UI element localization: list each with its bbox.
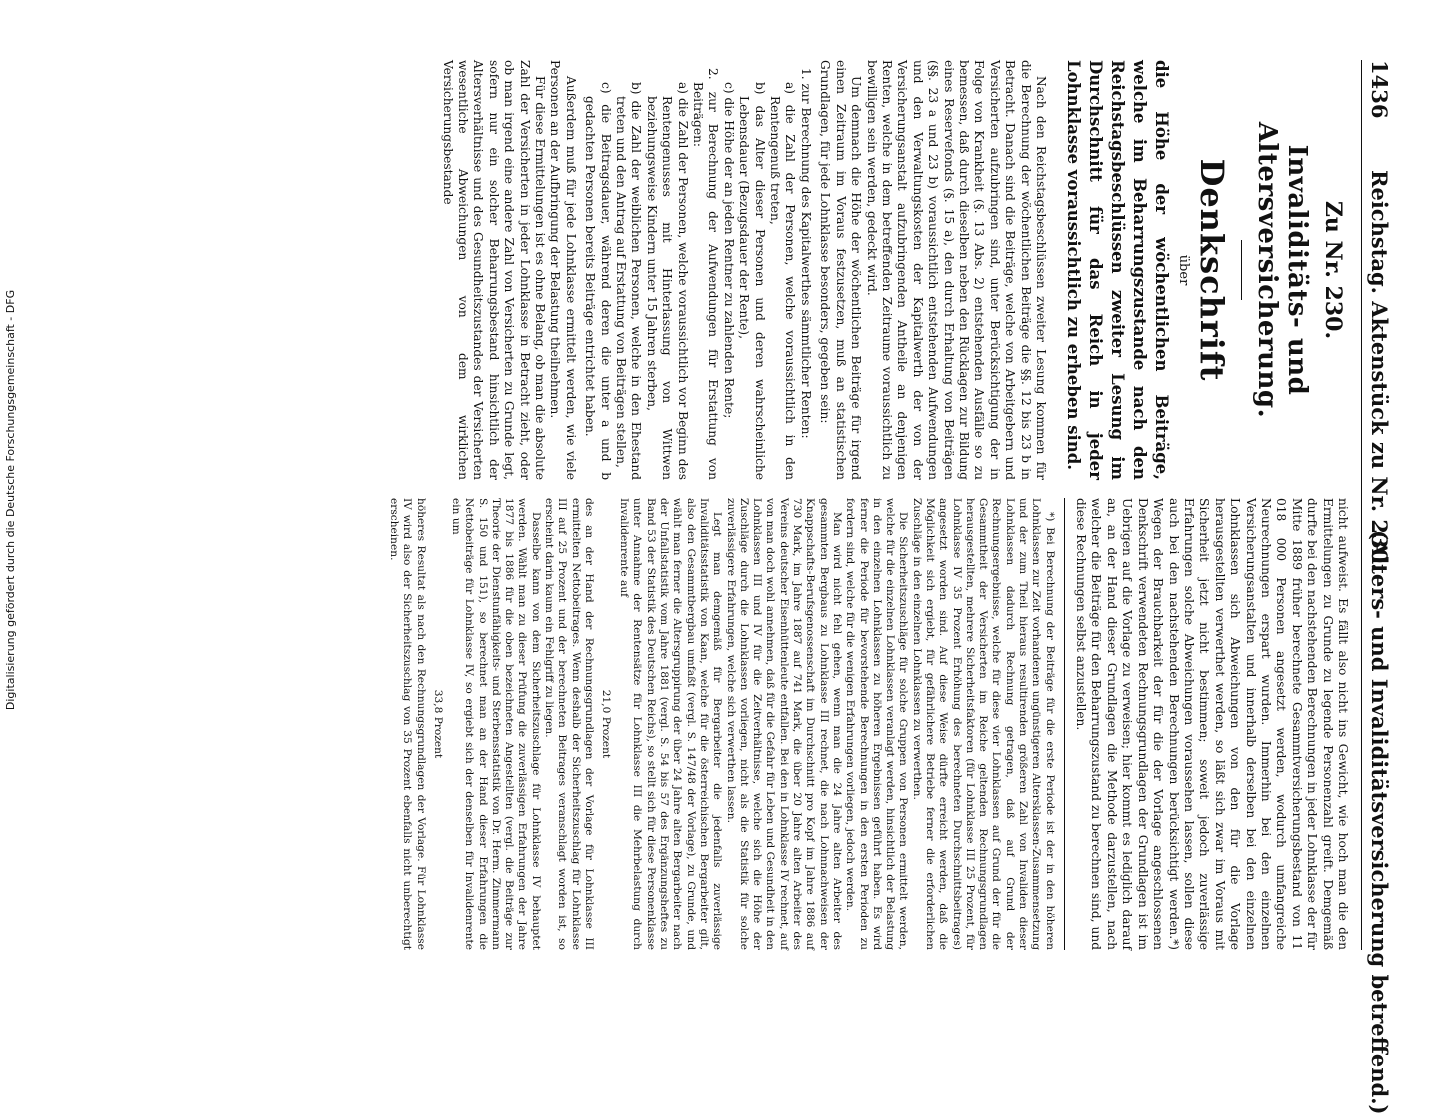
list-item: a) die Zahl der Personen, welche voraussichtlich vor Beginn des Rentengenusses mit Hinterlassung von Wittwen beziehungsweise Kindern unter 15 Jahren sterben, [644,82,690,480]
list-item: a) die Zahl der Personen, welche voraussichtlich in den Rentengenuß treten, [768,82,798,480]
requirements-list [582,60,813,480]
footnote-paragraph: Legt man demgemäß für Bergarbeiter die jedenfalls zuverlässige Invaliditätsstatistik von Kaan, welche für die österreichischen Bergarbeiter gilt, also den Gesammtbergbau umfaßt (vergl. S. 147/48 der Vorlage), zu Grunde, und wählt man ferner die Altersgruppirung der über 24 Jahre alten Bergarbeiter nach der Unfallstatistik vom Jahre 1881 (vergl. S. 54 bis 57 des Ergänzungsheftes zu Band 53 der Statistik des Deutschen Reichs), so stellt sich für diese Personenklasse unter Annahme der Rentensätze für Lohnklasse III die Mehrbelastung durch Invalidenrente auf [618,498,724,950]
memorandum-title: Denkschrift [1193,158,1231,382]
body-paragraph: Um demnach die Höhe der wöchentlichen Beiträge für irgend einen Zeitraum im Voraus festzusetzen, muß an statistischen Grundlagen, für jede Lohnklasse besonders, gegeben sein: [818,60,864,480]
digitization-note: Digitalisierung gefördert durch die Deutsche Forschungsgemeinschaft - DFG [4,289,17,711]
footnote-paragraph: Die Sicherheitszuschläge für solche Gruppen von Personen ermittelt werden, welche für die einzelnen Lohnklassen veranlagt werden, hinsichtlich der Belastung in den einzelnen Lohnklassen zu höheren Ergebnissen geführt haben. Es wird ferner die Periode für bevorstehende Berechnungen in den ersten Perioden zu fordern sind, welche für die wenigen Erfahrungen vorliegen, jedoch werden. [844,498,910,950]
page-number: 1436 [1367,60,1392,119]
list-item: 1. zur Berechnung des Kapitalwerthes sämmtlicher Renten: [798,68,813,439]
law-title: Invaliditäts- und Altersversicherung. [1252,121,1312,419]
list-item: c) die Höhe der an jeden Rentner zu zahlenden Rente; [721,82,736,419]
percentage-value: 21,0 Prozent [599,689,612,759]
page-header [1361,60,1396,1114]
memorandum-subject: die Höhe der wöchentlichen Beiträge, welche im Beharrungszustande nach den Reichstagsbeschlüssen zweiter Lesung im Durchschnitt für das Reich in jeder Lohnklasse voraussichtlich zu erheben sind. [1064,60,1171,480]
list-item: c) die Beitragsdauer, während deren die unter a und b gedachten Personen bereits Beiträge entrichtet haben. [583,82,613,480]
list-item: b) das Alter dieser Personen und deren wahrscheinliche Lebensdauer (Bezugsdauer der Rente), [737,82,767,480]
right-column [30,498,1350,950]
list-item: b) die Zahl der weiblichen Personen, welche in den Ehestand treten und den Antrag auf Erstattung von Beiträgen stellen, [614,82,644,480]
header-left-title: Reichstag. Aktenstück zu Nr. 230. [1367,170,1392,571]
over-label: über [1176,254,1191,286]
percentage-value: 33,8 Prozent [431,689,444,759]
body-paragraph: Für diese Ermittelungen ist es ohne Belang, ob man die absolute Zahl der Versicherten in jeder Lohnklasse in Betracht zieht, oder ob man irgend eine andere Zahl von Versicherten zu Grunde legt, sofern nur ein solcher Beharrungsbestand hinsichtlich der Altersverhältnisse und des Gesundheitszustandes der Versicherten wesentliche Abweichungen von dem wirklichen Versicherungsbestande [440,60,547,480]
document-reference: Zu Nr. 230. [1320,200,1346,340]
list-item: 2. zur Berechnung der Aufwendungen für Erstattung von Beiträgen: [691,68,721,480]
footnote-paragraph: *) Bei Berechnung der Beiträge für die erste Periode ist der in den höheren Lohnklassen zur Zeit vorhandenen ungünstigeren Altersklassen-Zusammensetzung und der zum Theil hieraus resultirenden größeren Zahl von Invaliden dieser Lohnklassen dadurch Rechnung getragen, daß auf Grund der Rechnungsergebnisse, welche für diese vier Lohnklassen auf Grund der für die Gesammtheit der Versicherten im Reiche geltenden Rechnungsgrundlagen herausgestellten, mehrere Sicherheitsfaktoren (für Lohnklasse III 25 Prozent, für Lohnklasse IV 35 Prozent Erhöhung des berechneten Durchschnittsbeitrages) angesetzt worden sind. Auf diese Weise dürfte erreicht werden, daß die Möglichkeit sich ergiebt, für gefährlichere Betriebe ferner die erforderlichen Zuschläge in den einzelnen Lohnklassen zu verwerthen. [910,498,1056,950]
body-paragraph: Außerdem muß für jede Lohnklasse ermittelt werden, wie viele Personen an der Aufbringung der Belastung theilnehmen. [548,60,578,480]
footnote-paragraph: des an der Hand der Rechnungsgrundlagen der Vorlage für Lohnklasse III ermittelten Nettobeitrages. Wenn deshalb der Sicherheitszuschlag für Lohnklasse III auf 25 Prozent und der berechneten Beitrages veranschlagt worden ist, so erscheint darin kaum ein Fehlgriff zu liegen. [543,498,595,950]
divider [1241,240,1242,300]
left-column [30,60,1350,480]
body-paragraph: nicht aufweist. Es fällt also nicht ins Gewicht, wie hoch man die den Ermittelungen zu Grunde zu legende Personenzahl greift. Demgemäß durfte bei den nachstehenden Berechnungen in jeder Lohnklasse der für Mitte 1889 früher berechnete Gesammtversicherungsbestand von 11 018 000 Personen angesetzt werden, wodurch umfangreiche Neurechnungen erspart wurden. Immerhin bei den einzelnen Versicherungsanstalten und innerhalb derselben bei den einzelnen Lohnklassen sich Abweichungen von den für die Vorlage herausgestellten verwerthet werden, so läßt sich zwar im Voraus mit Sicherheit jetzt nicht bestimmen; soweit jedoch zuverlässige Erfahrungen solche Abweichungen voraussehen lassen, sollen diese auch bei den nachstehenden Berechnungen berücksichtigt werden.*) Wegen der Brauchbarkeit der für die der Vorlage angeschlossenen Denkschrift verwendeten Rechnungsgrundlagen der Grundlagen ist im Uebrigen auf die Vorlage zu verweisen; hier kommt es lediglich darauf an, an der Hand dieser Grundlagen die Methode darzustellen, nach welcher die Beiträge für den Beharrungszustand zu berechnen sind, und diese Rechnungen selbst anzustellen. [1074,498,1350,950]
footnote-rule [1064,498,1065,950]
header-right-title: (Alters- und Invaliditätsversicherung betreffend.) [1367,530,1392,1114]
footnote-paragraph: höheres Resultat als nach den Rechnungsgrundlagen der Vorlage. Für Lohnklasse IV wird also der Sicherheitszuschlag von 35 Prozent ebenfalls nicht unberechtigt erscheinen. [388,498,427,950]
body-paragraph: Nach den Reichstagsbeschlüssen zweiter Lesung kommen für die Berechnung der wöchentlichen Beiträge die §§. 12 bis 23 b in Betracht. Danach sind die Beiträge, welche von Arbeitgebern und Versicherten aufzubringen sind, unter Berücksichtigung der in Folge von Krankheit (§. 13 Abs. 2) entstehenden Ausfälle so zu bemessen, daß durch dieselben neben den Rücklagen zur Bildung eines Reservefonds (§. 15 a), den durch Erhaltung von Beiträgen (§§. 23 a und 23 b) voraussichtlich entstehenden Aufwendungen und den Verwaltungskosten der Kapitalwerth der von der Versicherungsanstalt aufzubringenden Antheile an denjenigen Renten, welche in dem betreffenden Zeitraume voraussichtlich zu bewilligen sein werden, gedeckt wird. [864,60,1048,480]
footnote-paragraph: Dasselbe kann von dem Sicherheitszuschlage für Lohnklasse IV behauptet werden. Wählt man zu dieser Prüfung die zuverlässigen Erfahrungen der Jahre 1877 bis 1886 für die oben bezeichneten Angestellten (vergl. die Beiträge zur Theorie der Dienstunfähigkeits- und Sterbensstatistik von Dr. Herm. Zimmermann S. 150 und 151), so berechnet man an der Hand dieser Erfahrungen die Nettobeiträge für Lohnklasse IV, so ergiebt sich der denselben für Invalidenrente ein um [449,498,542,950]
footnote-paragraph: Man wird nicht fehl gehen, wenn man die 24 Jahre alten Arbeiter des gesammten Bergbaus zu Lohnklasse III rechnet, die nach Lohnnachweisen der Knappschafts-Berufsgenossenschaft im Durchschnitt pro Kopf im Jahre 1886 auf 730 Mark, im Jahre 1887 auf 741 Mark, die über 20 Jahre alten Arbeiter des Vereins deutscher Eisenhüttenleute entfallen. Bei den in Lohnklasse IV rechnet, auf von man doch wohl annehmen, daß für die Gefahr für Leben und Gesundheit in den Lohnklassen III und IV für die Zeitverhältnisse, welche sich die Höhe der Zuschläge durch die Lohnklassen vorliegen, nicht als die Statistik für solche zuverlässigere Erfahrungen, welche sich verwerthen lassen. [724,498,843,950]
